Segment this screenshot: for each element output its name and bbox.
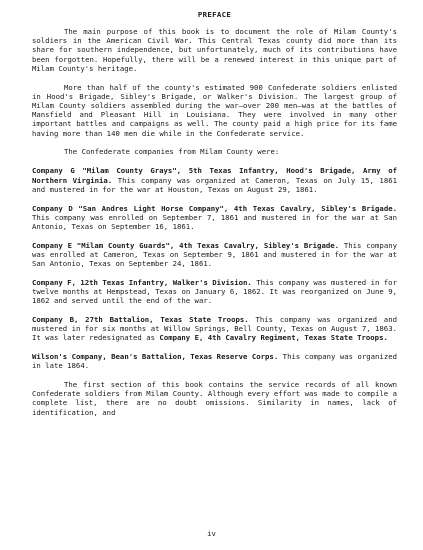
company-description: This company was enrolled on September 7, 1861 and mustered in for the war at San Antonio, Texas on September 16, 1861.	[32, 212, 397, 231]
company-heading: Company B, 27th Battalion, Texas State Troops.	[32, 314, 249, 324]
company-entry-g	[32, 166, 397, 194]
paragraph-companies-intro: The Confederate companies from Milam County were:	[64, 147, 280, 157]
company-description: This company was enrolled at Cameron, Texas on September 9, 1861 and mustered in for the war at San Antonio, Texas on September 24, 1861.	[32, 240, 397, 269]
page-number: iv	[207, 529, 216, 538]
company-description: This company was organized in late 1864.	[32, 351, 397, 371]
company-entry-b	[32, 315, 397, 343]
company-entry-f	[32, 278, 397, 306]
company-heading: Company G "Milam County Grays", 5th Texas Infantry, Hood's Brigade, Army of Northern Virginia.	[32, 166, 397, 185]
company-description: This company was organized at Cameron, Texas on July 15, 1861 and mustered in for the war at Houston, Texas on August 29, 1861.	[32, 175, 398, 194]
company-heading: Company D "San Andres Light Horse Company", 4th Texas Cavalry, Sibley's Brigade.	[32, 203, 397, 213]
company-heading: Wilson's Company, Bean's Battalion, Texas Reserve Corps.	[32, 351, 279, 361]
company-heading: Company E "Milam County Guards", 4th Texas Cavalry, Sibley's Brigade.	[32, 240, 340, 250]
company-heading: Company F, 12th Texas Infantry, Walker's Division.	[32, 277, 252, 287]
company-redesignation: Company E, 4th Cavalry Regiment, Texas State Troops.	[159, 333, 388, 343]
company-description: This company was organized and mustered in for six months at Willow Springs, Bell County, Texas on August 7, 1863. It was later redesignated as	[32, 314, 397, 343]
company-entry-d	[32, 204, 397, 232]
paragraph-first-section: The first section of this book contains the service records of all known Confederate soldiers from Milam County. Although every effort was made to compile a complete list, there are no doubt omissions. Similarity in names, lack of identification, and	[32, 379, 397, 417]
page-title: PREFACE	[197, 10, 232, 19]
company-entry-wilson	[32, 352, 397, 370]
company-description: This company was mustered in for twelve months at Hempstead, Texas on January 6, 1862. It was reorganized on June 9, 1862 and served until the end of the war.	[32, 277, 397, 306]
paragraph-purpose: The main purpose of this book is to document the role of Milam County's soldiers in the American Civil War. This Central Texas county did more than its share for southern independence, but unfortunately, much of its contributions have been forgotten. Hopefully, there will be a renewed interest in this unique part of Milam County's heritage.	[32, 27, 397, 73]
paragraph-enlistment: More than half of the county's estimated 900 Confederate soldiers enlisted in Hood's Brigade, Sibley's Brigade, or Walker's Division. The largest group of Milam County soldiers assembled during the war—over 200 men—was at the battles of Mansfield and Pleasant Hill in Louisiana. They were involved in many other important battles and campaigns as well. The county paid a high price for its fame having more than 140 men die while in the Confederate service.	[32, 82, 397, 138]
company-entry-e	[32, 241, 397, 269]
